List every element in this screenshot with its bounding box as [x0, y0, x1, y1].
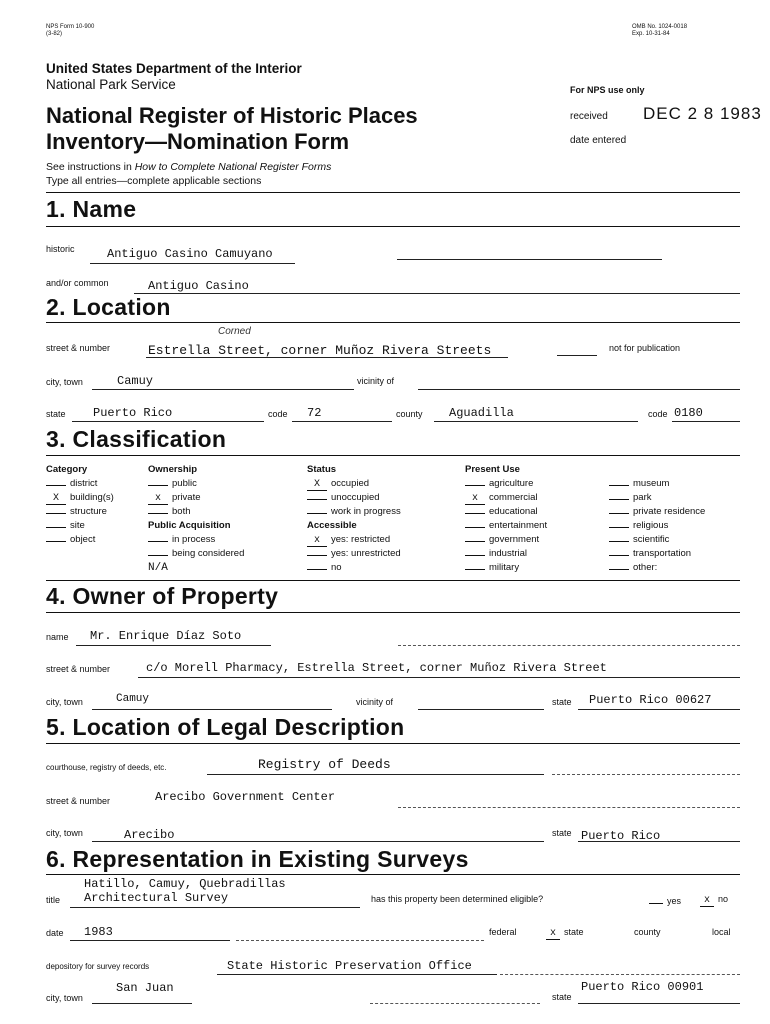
accessible-title: Accessible: [307, 520, 357, 531]
survey-date-label: date: [46, 928, 64, 938]
survey-state-label: state: [552, 992, 572, 1002]
form-title-line2: Inventory—Nomination Form: [46, 129, 350, 154]
accessible-no[interactable]: no: [307, 561, 401, 575]
survey-city-label: city, town: [46, 993, 83, 1003]
county-code-value: 0180: [674, 406, 703, 420]
use-other[interactable]: other:: [609, 561, 705, 575]
received-label: received: [570, 111, 608, 122]
ownership-private[interactable]: x private: [148, 491, 244, 505]
county-code-label: code: [648, 409, 668, 419]
use-scientific[interactable]: scientific: [609, 533, 705, 547]
location-state-label: state: [46, 409, 66, 419]
location-vicinity-label: vicinity of: [357, 376, 395, 386]
status-unoccupied[interactable]: unoccupied: [307, 491, 401, 505]
category-column: [46, 463, 114, 547]
historic-value: Antiguo Casino Camuyano: [107, 247, 273, 261]
present-use-title: Present Use: [465, 464, 520, 475]
location-state-value: Puerto Rico: [93, 406, 173, 420]
use-transportation[interactable]: transportation: [609, 547, 705, 561]
instructions-line2: Type all entries—complete applicable sections: [46, 175, 262, 187]
owner-name-label: name: [46, 632, 69, 642]
location-city-value: Camuy: [117, 374, 154, 388]
use-government[interactable]: government: [465, 533, 547, 547]
use-commercial[interactable]: x commercial: [465, 491, 547, 505]
use-museum[interactable]: museum: [609, 477, 705, 491]
status-column: [307, 463, 401, 575]
eligible-yes[interactable]: yes: [649, 894, 681, 906]
nps-use-label: For NPS use only: [570, 85, 645, 95]
omb-number: OMB No. 1024-0018 Exp. 10-31-84: [632, 24, 688, 37]
owner-city-label: city, town: [46, 697, 83, 707]
category-object[interactable]: object: [46, 533, 114, 547]
date-entered-label: date entered: [570, 135, 627, 146]
owner-street-label: street & number: [46, 664, 111, 674]
county-label: county: [396, 409, 423, 419]
accessible-unrestricted[interactable]: yes: unrestricted: [307, 547, 401, 561]
survey-title-line2: Architectural Survey: [84, 891, 229, 905]
accessible-restricted[interactable]: x yes: restricted: [307, 533, 401, 547]
legal-city-label: city, town: [46, 828, 83, 838]
owner-name-value: Mr. Enrique Díaz Soto: [90, 629, 242, 643]
form-number: NPS Form 10-900 (3-82): [46, 24, 95, 37]
survey-title-label: title: [46, 895, 61, 905]
use-agriculture[interactable]: agriculture: [465, 477, 547, 491]
legal-city-value: Arecibo: [124, 828, 175, 842]
category-site[interactable]: site: [46, 519, 114, 533]
category-structure[interactable]: structure: [46, 505, 114, 519]
acquisition-value: N/A: [148, 562, 168, 574]
status-work-in-progress[interactable]: work in progress: [307, 505, 401, 519]
location-city-label: city, town: [46, 377, 83, 387]
level-local[interactable]: local: [712, 927, 731, 937]
section-6-heading: 6. Representation in Existing Surveys: [46, 846, 469, 872]
owner-city-value: Camuy: [116, 693, 150, 705]
service: National Park Service: [46, 77, 176, 92]
status-title: Status: [307, 464, 337, 475]
handwritten-annotation: Corned: [218, 326, 251, 337]
legal-state-label: state: [552, 828, 572, 838]
use-educational[interactable]: educational: [465, 505, 547, 519]
section-5-heading: 5. Location of Legal Description: [46, 714, 405, 740]
present-use-column-2: [609, 477, 705, 575]
legal-street-value: Arecibo Government Center: [155, 790, 336, 804]
ownership-column: [148, 463, 244, 575]
eligible-no[interactable]: x no: [700, 894, 728, 907]
use-religious[interactable]: religious: [609, 519, 705, 533]
county-value: Aguadilla: [449, 406, 514, 420]
not-for-publication: not for publication: [609, 343, 681, 353]
use-military[interactable]: military: [465, 561, 547, 575]
category-buildings[interactable]: X building(s): [46, 491, 114, 505]
owner-vicinity-label: vicinity of: [356, 697, 394, 707]
common-label: and/or common: [46, 278, 109, 288]
owner-state-label: state: [552, 697, 572, 707]
ownership-title: Ownership: [148, 464, 198, 475]
section-1-heading: 1. Name: [46, 196, 137, 222]
courthouse-value: Registry of Deeds: [258, 757, 391, 772]
level-federal[interactable]: federal: [489, 927, 517, 937]
acquisition-in-process[interactable]: in process: [148, 533, 244, 547]
owner-state-value: Puerto Rico 00627: [589, 693, 712, 707]
location-street-label: street & number: [46, 343, 111, 353]
use-entertainment[interactable]: entertainment: [465, 519, 547, 533]
survey-title-line1: Hatillo, Camuy, Quebradillas: [84, 877, 286, 891]
received-stamp: DEC 2 8 1983: [643, 104, 762, 123]
department: United States Department of the Interior: [46, 61, 302, 76]
common-value: Antiguo Casino: [148, 279, 249, 293]
courthouse-label: courthouse, registry of deeds, etc.: [46, 763, 167, 772]
ownership-both[interactable]: both: [148, 505, 244, 519]
level-state[interactable]: x state: [546, 927, 584, 940]
section-3-heading: 3. Classification: [46, 426, 227, 452]
use-park[interactable]: park: [609, 491, 705, 505]
survey-city-value: San Juan: [116, 981, 174, 995]
location-street-value: Estrella Street, corner Muñoz Rivera Streets: [148, 343, 492, 358]
location-code-value: 72: [307, 406, 322, 420]
survey-date-value: 1983: [84, 925, 113, 939]
instructions: See instructions in How to Complete National Register Forms: [46, 161, 332, 173]
eligible-question: has this property been determined eligible?: [371, 894, 544, 904]
owner-street-value: c/o Morell Pharmacy, Estrella Street, corner Muñoz Rivera Street: [146, 661, 607, 675]
form-title-line1: National Register of Historic Places: [46, 103, 418, 128]
location-code-label: code: [268, 409, 288, 419]
depository-value: State Historic Preservation Office: [227, 959, 472, 973]
section-4-heading: 4. Owner of Property: [46, 583, 279, 609]
legal-state-value: Puerto Rico: [581, 829, 661, 843]
ownership-public[interactable]: public: [148, 477, 244, 491]
depository-label: depository for survey records: [46, 962, 150, 971]
use-private-residence[interactable]: private residence: [609, 505, 705, 519]
status-occupied[interactable]: X occupied: [307, 477, 401, 491]
historic-label: historic: [46, 244, 75, 254]
acquisition-being-considered[interactable]: being considered: [148, 547, 244, 561]
category-district[interactable]: district: [46, 477, 114, 491]
category-title: Category: [46, 464, 88, 475]
section-2-heading: 2. Location: [46, 294, 171, 320]
present-use-column: [465, 463, 547, 575]
survey-state-value: Puerto Rico 00901: [581, 980, 704, 994]
level-county[interactable]: county: [634, 927, 661, 937]
legal-street-label: street & number: [46, 796, 111, 806]
use-industrial[interactable]: industrial: [465, 547, 547, 561]
acquisition-title: Public Acquisition: [148, 520, 231, 531]
